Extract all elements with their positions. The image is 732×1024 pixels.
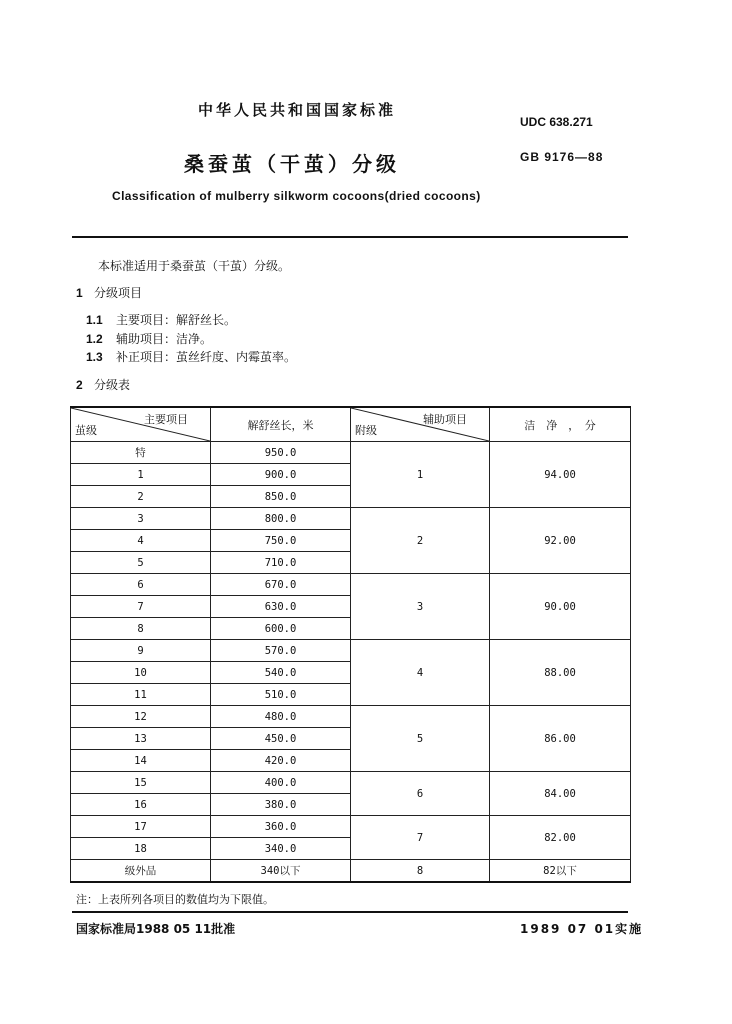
- length-cell: 400.0: [211, 772, 351, 794]
- approval-date: 国家标准局1988 05 11批准: [76, 922, 236, 936]
- grade-cell: 10: [71, 662, 211, 684]
- table-row: [71, 640, 631, 662]
- item-1-1: [86, 311, 236, 328]
- grading-table-grid: [70, 406, 631, 883]
- grade-cell: 14: [71, 750, 211, 772]
- cleanliness-cell: 82.00: [490, 816, 631, 860]
- grade-cell: 8: [71, 618, 211, 640]
- grade-cell: 特: [71, 442, 211, 464]
- aux-grade-cell: 3: [351, 574, 490, 640]
- item-number: 1.2: [86, 332, 103, 346]
- grade-cell: 1: [71, 464, 211, 486]
- header-cell-grade: [71, 407, 211, 442]
- document-title-english: Classification of mulberry silkworm cocoons(dried cocoons): [112, 189, 481, 203]
- cleanliness-cell: 82以下: [490, 860, 631, 883]
- item-text: 补正项目：茧丝纤度、内霉茧率。: [116, 350, 297, 364]
- aux-grade-cell: 6: [351, 772, 490, 816]
- grade-cell: 13: [71, 728, 211, 750]
- item-1-2: [86, 330, 212, 347]
- length-cell: 950.0: [211, 442, 351, 464]
- header-clean: 洁 净 ， 分: [524, 418, 596, 432]
- header-main-grade: 茧级: [75, 424, 97, 437]
- aux-grade-cell: 5: [351, 706, 490, 772]
- grade-cell: 7: [71, 596, 211, 618]
- grade-cell: 2: [71, 486, 211, 508]
- scope-text: 本标准适用于桑蚕茧（干茧）分级。: [98, 259, 291, 273]
- aux-grade-cell: 8: [351, 860, 490, 883]
- cleanliness-cell: 86.00: [490, 706, 631, 772]
- grade-cell: 3: [71, 508, 211, 530]
- length-cell: 340.0: [211, 838, 351, 860]
- header-aux-grade: 附级: [355, 424, 377, 437]
- grade-cell: 11: [71, 684, 211, 706]
- grade-cell: 16: [71, 794, 211, 816]
- header-main-item: 主要项目: [144, 413, 188, 426]
- section-number: 2: [76, 378, 83, 392]
- table-row: [71, 860, 631, 883]
- item-text: 主要项目：解舒丝长。: [116, 313, 237, 327]
- length-cell: 630.0: [211, 596, 351, 618]
- effective-date: 1989 07 01实施: [520, 922, 644, 936]
- table-header-row: [71, 407, 631, 442]
- length-cell: 900.0: [211, 464, 351, 486]
- table-row: [71, 508, 631, 530]
- length-cell: 450.0: [211, 728, 351, 750]
- issuing-body: 中华人民共和国国家标准: [198, 101, 397, 119]
- length-cell: 340以下: [211, 860, 351, 883]
- standard-number: GB 9176—88: [520, 150, 604, 164]
- table-row: [71, 816, 631, 838]
- section-title: 分级表: [94, 378, 131, 392]
- grading-table: [70, 406, 631, 883]
- item-number: 1.1: [86, 313, 103, 327]
- length-cell: 850.0: [211, 486, 351, 508]
- cleanliness-cell: 92.00: [490, 508, 631, 574]
- aux-grade-cell: 2: [351, 508, 490, 574]
- grade-cell: 15: [71, 772, 211, 794]
- header-cell-aux: [351, 407, 490, 442]
- grade-cell: 18: [71, 838, 211, 860]
- header-aux-item: 辅助项目: [423, 413, 467, 426]
- grade-cell: 级外品: [71, 860, 211, 883]
- length-cell: 600.0: [211, 618, 351, 640]
- section-number: 1: [76, 286, 83, 300]
- length-cell: 540.0: [211, 662, 351, 684]
- item-1-3: [86, 348, 296, 365]
- aux-grade-cell: 7: [351, 816, 490, 860]
- section-1-heading: [76, 284, 142, 301]
- length-cell: 360.0: [211, 816, 351, 838]
- item-text: 辅助项目：洁净。: [116, 332, 213, 346]
- header-rule: [72, 236, 628, 238]
- footer-rule: [72, 911, 628, 913]
- grade-cell: 12: [71, 706, 211, 728]
- length-cell: 710.0: [211, 552, 351, 574]
- table-row: [71, 772, 631, 794]
- document-title: 桑蚕茧（干茧）分级: [184, 152, 400, 176]
- length-cell: 800.0: [211, 508, 351, 530]
- cleanliness-cell: 94.00: [490, 442, 631, 508]
- table-row: [71, 706, 631, 728]
- length-cell: 480.0: [211, 706, 351, 728]
- cleanliness-cell: 84.00: [490, 772, 631, 816]
- aux-grade-cell: 4: [351, 640, 490, 706]
- grade-cell: 6: [71, 574, 211, 596]
- table-row: [71, 442, 631, 464]
- aux-grade-cell: 1: [351, 442, 490, 508]
- cleanliness-cell: 90.00: [490, 574, 631, 640]
- length-cell: 380.0: [211, 794, 351, 816]
- cleanliness-cell: 88.00: [490, 640, 631, 706]
- length-cell: 420.0: [211, 750, 351, 772]
- grade-cell: 9: [71, 640, 211, 662]
- table-row: [71, 574, 631, 596]
- grade-cell: 17: [71, 816, 211, 838]
- header-cell-length: [211, 407, 351, 442]
- length-cell: 570.0: [211, 640, 351, 662]
- header-cell-cleanliness: [490, 407, 631, 442]
- grade-cell: 5: [71, 552, 211, 574]
- header-length: 解舒丝长，米: [247, 418, 314, 432]
- section-title: 分级项目: [94, 286, 143, 300]
- length-cell: 510.0: [211, 684, 351, 706]
- udc-code: UDC 638.271: [520, 115, 593, 129]
- section-2-heading: [76, 376, 130, 393]
- length-cell: 670.0: [211, 574, 351, 596]
- grade-cell: 4: [71, 530, 211, 552]
- item-number: 1.3: [86, 350, 103, 364]
- table-note: 注：上表所列各项目的数值均为下限值。: [76, 893, 274, 906]
- length-cell: 750.0: [211, 530, 351, 552]
